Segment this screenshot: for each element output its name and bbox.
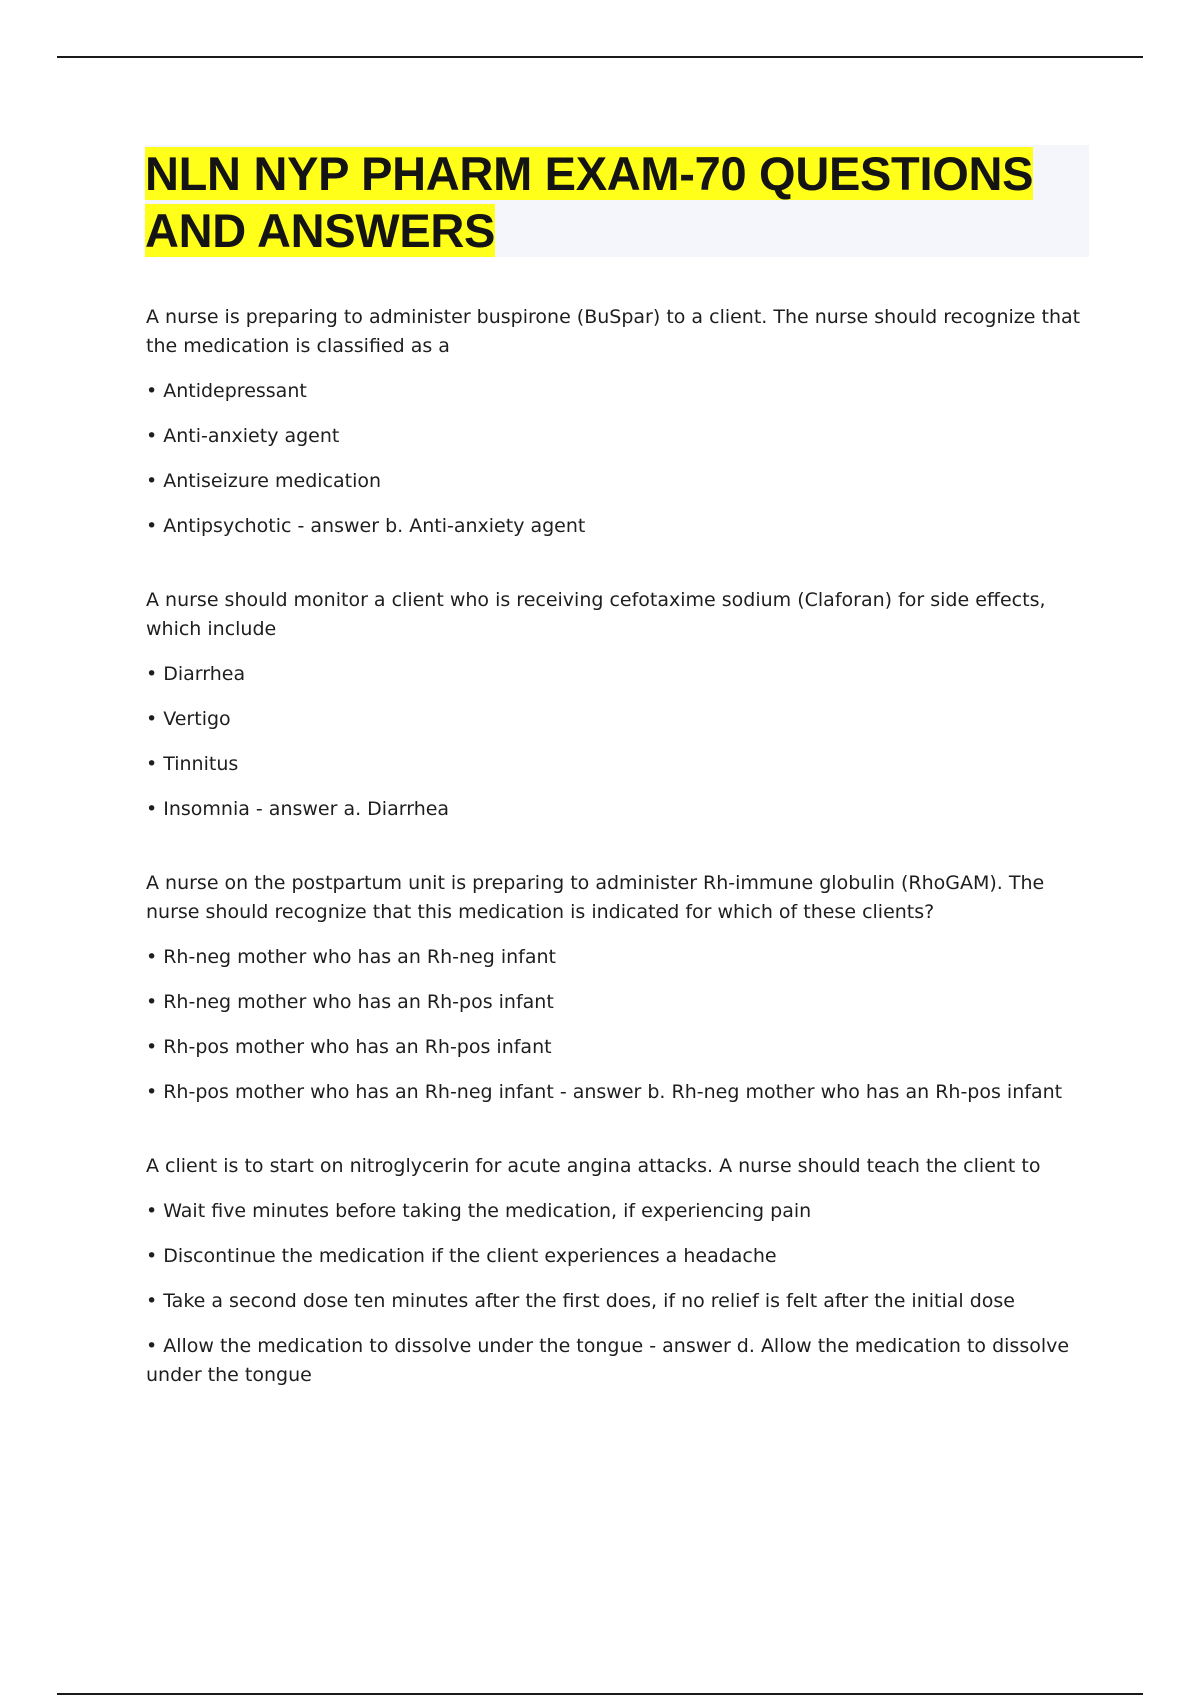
bullet-icon: • bbox=[146, 798, 158, 820]
question-text: A nurse is preparing to administer buspirone (BuSpar) to a client. The nurse should recognize that the medication is classified as a bbox=[146, 306, 1081, 357]
option-text: Rh-neg mother who has an Rh-pos infant bbox=[163, 991, 554, 1013]
answer-option bbox=[146, 750, 1091, 779]
option-text: Anti-anxiety agent bbox=[163, 425, 340, 447]
question-4 bbox=[146, 1152, 1091, 1390]
option-text: Antipsychotic - answer b. Anti-anxiety agent bbox=[163, 515, 586, 537]
bullet-icon: • bbox=[146, 380, 158, 402]
bullet-icon: • bbox=[146, 1200, 158, 1222]
bullet-icon: • bbox=[146, 946, 158, 968]
answer-option bbox=[146, 467, 1091, 496]
answer-option bbox=[146, 705, 1091, 734]
title-block bbox=[145, 145, 1089, 257]
option-text: Antidepressant bbox=[163, 380, 307, 402]
bullet-icon: • bbox=[146, 1290, 158, 1312]
page-title-line-1: NLN NYP PHARM EXAM-70 QUESTIONS bbox=[145, 147, 1034, 200]
option-text: Take a second dose ten minutes after the first does, if no relief is felt after the initial dose bbox=[163, 1290, 1015, 1312]
option-text: Antiseizure medication bbox=[163, 470, 382, 492]
question-1 bbox=[146, 303, 1091, 541]
bullet-icon: • bbox=[146, 470, 158, 492]
answer-option bbox=[146, 1197, 1091, 1226]
answer-option bbox=[146, 422, 1091, 451]
question-3 bbox=[146, 869, 1091, 1107]
option-text: Diarrhea bbox=[163, 663, 246, 685]
bottom-rule bbox=[57, 1693, 1143, 1695]
bullet-icon: • bbox=[146, 991, 158, 1013]
option-text: Allow the medication to dissolve under the tongue - answer d. Allow the medication to dissolve under the tongue bbox=[146, 1335, 1070, 1386]
bullet-icon: • bbox=[146, 753, 158, 775]
page-title-line-2: AND ANSWERS bbox=[145, 204, 496, 257]
bullet-icon: • bbox=[146, 663, 158, 685]
answer-option bbox=[146, 377, 1091, 406]
bullet-icon: • bbox=[146, 425, 158, 447]
bullet-icon: • bbox=[146, 1245, 158, 1267]
option-text: Vertigo bbox=[163, 708, 231, 730]
option-text: Rh-pos mother who has an Rh-pos infant bbox=[163, 1036, 552, 1058]
option-text: Rh-pos mother who has an Rh-neg infant - answer b. Rh-neg mother who has an Rh-pos infant bbox=[163, 1081, 1063, 1103]
answer-option bbox=[146, 988, 1091, 1017]
answer-option bbox=[146, 1242, 1091, 1271]
question-text: A client is to start on nitroglycerin for acute angina attacks. A nurse should teach the client to bbox=[146, 1155, 1041, 1177]
answer-option bbox=[146, 943, 1091, 972]
answer-option bbox=[146, 660, 1091, 689]
answer-option bbox=[146, 1332, 1091, 1390]
bullet-icon: • bbox=[146, 1036, 158, 1058]
question-2 bbox=[146, 586, 1091, 824]
question-text: A nurse on the postpartum unit is preparing to administer Rh-immune globulin (RhoGAM). The nurse should recognize that this medication is indicated for which of these clients? bbox=[146, 872, 1045, 923]
option-text: Discontinue the medication if the client experiences a headache bbox=[163, 1245, 777, 1267]
top-rule bbox=[57, 56, 1143, 58]
option-text: Wait five minutes before taking the medication, if experiencing pain bbox=[163, 1200, 812, 1222]
bullet-icon: • bbox=[146, 1335, 158, 1357]
answer-option bbox=[146, 1287, 1091, 1316]
bullet-icon: • bbox=[146, 515, 158, 537]
question-text: A nurse should monitor a client who is receiving cefotaxime sodium (Claforan) for side effects, which include bbox=[146, 589, 1046, 640]
document-body bbox=[146, 303, 1091, 1435]
option-text: Tinnitus bbox=[163, 753, 239, 775]
answer-option bbox=[146, 795, 1091, 824]
option-text: Insomnia - answer a. Diarrhea bbox=[163, 798, 450, 820]
bullet-icon: • bbox=[146, 1081, 158, 1103]
option-text: Rh-neg mother who has an Rh-neg infant bbox=[163, 946, 556, 968]
bullet-icon: • bbox=[146, 708, 158, 730]
answer-option bbox=[146, 1033, 1091, 1062]
answer-option bbox=[146, 512, 1091, 541]
answer-option bbox=[146, 1078, 1091, 1107]
